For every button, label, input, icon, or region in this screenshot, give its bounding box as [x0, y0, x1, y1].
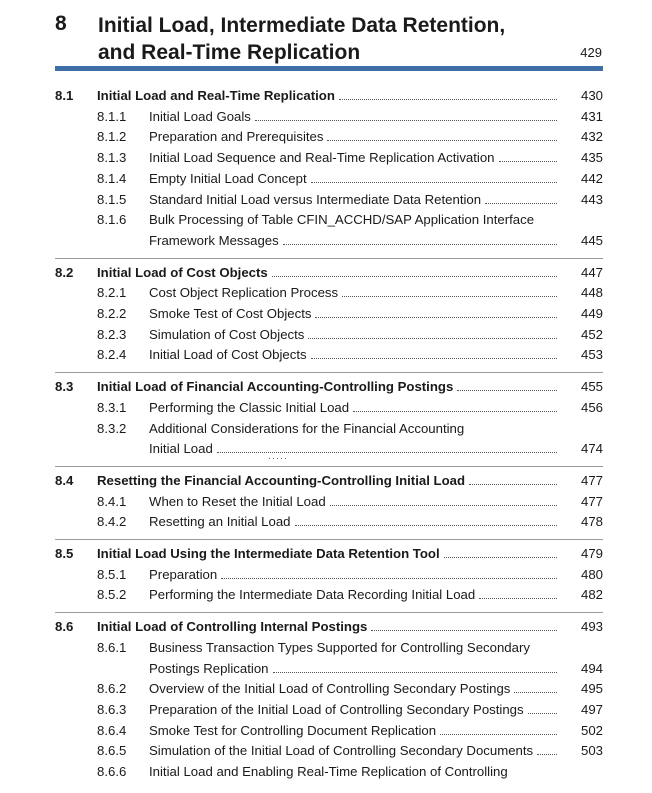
toc-number: 8.1.1	[97, 108, 127, 124]
toc-title: Initial Load and Enabling Real-Time Replication of Controlling	[149, 764, 508, 780]
toc-title-wrap	[97, 617, 563, 638]
toc-entry-row[interactable]	[55, 345, 603, 366]
toc-section	[55, 544, 603, 613]
toc-title-wrap	[97, 263, 563, 284]
toc-title: Smoke Test of Cost Objects	[149, 306, 312, 322]
toc-title: Simulation of the Initial Load of Controlling Secondary Documents	[149, 743, 534, 759]
toc-title-wrap	[149, 398, 563, 419]
toc-title-wrap	[149, 127, 563, 148]
toc-number: 8.6	[55, 619, 74, 635]
toc-number: 8.4	[55, 472, 74, 488]
toc-title-wrap	[149, 231, 563, 252]
toc-number: 8.3.1	[97, 399, 127, 415]
toc-entry-row[interactable]	[55, 700, 603, 721]
toc-page-number: 449	[580, 306, 603, 322]
toc-title: Performing the Intermediate Data Recording Initial Load	[149, 587, 476, 603]
toc-number: 8.6.1	[97, 639, 127, 655]
toc-entry-row[interactable]	[55, 231, 603, 252]
toc-entry-row[interactable]	[55, 169, 603, 190]
toc-number: 8.1	[55, 88, 74, 103]
chapter-page-number: 429	[580, 45, 602, 60]
toc-number: 8.6.3	[97, 701, 127, 717]
toc-page-number: 479	[580, 546, 603, 562]
chapter-title-line1: Initial Load, Intermediate Data Retention,	[98, 14, 506, 37]
toc-entry-row[interactable]	[55, 419, 603, 440]
toc-dot-leader	[499, 161, 557, 162]
toc-title: Additional Considerations for the Financial Accounting	[149, 420, 465, 436]
toc-title-wrap	[97, 86, 563, 107]
toc-dot-leader	[327, 140, 557, 141]
toc-page-number: 431	[580, 108, 603, 124]
toc-number: 8.1.5	[97, 191, 127, 207]
toc-page-number: 445	[580, 232, 603, 248]
toc-dot-leader	[528, 713, 557, 714]
toc-entry-row[interactable]	[55, 127, 603, 148]
toc-title: Preparation and Prerequisites	[149, 129, 324, 145]
toc-title: Empty Initial Load Concept	[149, 170, 307, 186]
toc-page-number: 478	[580, 514, 603, 530]
toc-title-wrap	[97, 377, 563, 398]
toc-dot-leader	[273, 672, 558, 673]
toc-title: Preparation	[149, 566, 218, 582]
toc-title-wrap	[149, 700, 563, 721]
toc-number: 8.5.2	[97, 587, 127, 603]
toc-section-row[interactable]	[55, 86, 603, 107]
toc-page-number: 448	[580, 285, 603, 301]
toc-dot-leader	[311, 182, 557, 183]
toc-dot-leader	[315, 317, 557, 318]
toc-entry-row[interactable]	[55, 512, 603, 533]
toc-page-number: 447	[580, 264, 603, 280]
toc-number: 8.1.6	[97, 212, 127, 228]
toc-entry-row[interactable]	[55, 325, 603, 346]
toc-number: 8.6.6	[97, 764, 127, 780]
toc-title-wrap	[149, 679, 563, 700]
toc-title-wrap	[149, 190, 563, 211]
page-break-marker: ·····	[268, 453, 288, 463]
toc-entry-row[interactable]	[55, 283, 603, 304]
toc-entry-row[interactable]	[55, 190, 603, 211]
toc-title-wrap	[149, 741, 563, 762]
toc-title-wrap	[149, 419, 563, 440]
toc-number: 8.1.3	[97, 150, 127, 166]
toc-title-wrap	[149, 107, 563, 128]
toc-title: Overview of the Initial Load of Controlling Secondary Postings	[149, 681, 511, 697]
toc-page-number: 443	[580, 191, 603, 207]
toc-title: Initial Load of Controlling Internal Postings	[97, 619, 368, 635]
toc-page-number: 474	[580, 441, 603, 457]
toc-section-row[interactable]	[55, 617, 603, 638]
toc-number: 8.2.2	[97, 306, 127, 322]
toc-page-number: 435	[580, 150, 603, 166]
toc-page-number: 497	[580, 701, 603, 717]
toc-page-number: 477	[580, 493, 603, 509]
toc-title: Standard Initial Load versus Intermediate Data Retention	[149, 191, 482, 207]
toc-number: 8.4.2	[97, 514, 127, 530]
toc-title: Initial Load of Financial Accounting-Controlling Postings	[97, 379, 454, 395]
toc-dot-leader	[353, 411, 557, 412]
toc-title: Resetting an Initial Load	[149, 514, 291, 530]
toc-number: 8.2.1	[97, 285, 127, 301]
toc-title: Postings Replication	[149, 660, 269, 676]
toc-number: 8.3	[55, 379, 74, 395]
toc-entry-row[interactable]	[55, 398, 603, 419]
toc-title-wrap	[149, 169, 563, 190]
toc-entry-row[interactable]	[55, 565, 603, 586]
toc-entry-row[interactable]	[55, 148, 603, 169]
toc-page-number: 432	[580, 129, 603, 145]
toc-title-wrap	[149, 512, 563, 533]
toc-title: Initial Load of Cost Objects	[97, 264, 268, 280]
toc-section-row[interactable]	[55, 263, 603, 284]
toc-section	[55, 377, 603, 467]
chapter-title	[98, 12, 505, 66]
toc-page-number: 503	[580, 743, 603, 759]
toc-title: Initial Load Using the Intermediate Data Retention Tool	[97, 546, 440, 562]
toc-title: Bulk Processing of Table CFIN_ACCHD/SAP Application Interface	[149, 212, 535, 228]
toc-number: 8.5.1	[97, 566, 127, 582]
toc-section	[55, 263, 603, 374]
toc-section-row[interactable]	[55, 544, 603, 565]
toc-entry-row[interactable]	[55, 107, 603, 128]
toc-dot-leader	[371, 630, 557, 631]
toc-dot-leader	[311, 358, 557, 359]
toc-title: Business Transaction Types Supported for Controlling Secondary	[149, 639, 530, 655]
toc-title: Cost Object Replication Process	[149, 285, 339, 301]
toc-entry-row[interactable]	[55, 585, 603, 606]
toc-entry-row[interactable]	[55, 762, 603, 783]
toc-page-number: 493	[580, 619, 603, 635]
toc-page-number: 494	[580, 660, 603, 676]
table-of-contents	[55, 86, 603, 793]
toc-dot-leader	[444, 557, 557, 558]
toc-number: 8.4.1	[97, 493, 127, 509]
toc-title: Initial Load and Real-Time Replication	[97, 88, 335, 103]
chapter-title-line2: and Real-Time Replication	[98, 41, 361, 64]
toc-entry-row[interactable]	[55, 439, 603, 460]
toc-number: 8.2.3	[97, 326, 127, 342]
toc-title-wrap	[149, 283, 563, 304]
toc-entry-row[interactable]	[55, 304, 603, 325]
toc-dot-leader	[485, 203, 557, 204]
toc-title-wrap	[97, 544, 563, 565]
toc-page-number: 480	[580, 566, 603, 582]
toc-page-number: 455	[580, 379, 603, 395]
toc-page-number: 502	[580, 722, 603, 738]
toc-entry-row[interactable]	[55, 210, 603, 231]
toc-entry-row[interactable]	[55, 659, 603, 680]
toc-page-number: 477	[580, 472, 603, 488]
toc-title: Resetting the Financial Accounting-Controlling Initial Load	[97, 472, 466, 488]
toc-dot-leader	[339, 99, 557, 100]
toc-number: 8.2.4	[97, 347, 127, 363]
toc-title: Preparation of the Initial Load of Controlling Secondary Postings	[149, 701, 524, 717]
toc-page-number: 442	[580, 170, 603, 186]
toc-title-wrap	[149, 721, 563, 742]
toc-section	[55, 471, 603, 540]
toc-number: 8.1.4	[97, 170, 127, 186]
toc-title-wrap	[149, 659, 563, 680]
toc-title-wrap	[149, 345, 563, 366]
toc-title-wrap	[149, 210, 563, 231]
toc-number: 8.5	[55, 546, 74, 562]
toc-dot-leader	[272, 276, 557, 277]
toc-title-wrap	[149, 638, 563, 659]
toc-entry-row[interactable]	[55, 638, 603, 659]
toc-title: When to Reset the Initial Load	[149, 493, 326, 509]
toc-number: 8.3.2	[97, 420, 127, 436]
toc-number: 8.6.2	[97, 681, 127, 697]
chapter-rule	[55, 66, 603, 71]
toc-page-number: 452	[580, 326, 603, 342]
toc-entry-row[interactable]	[55, 741, 603, 762]
toc-number: 8.6.4	[97, 722, 127, 738]
toc-title: Initial Load of Cost Objects	[149, 347, 307, 363]
toc-dot-leader	[479, 598, 557, 599]
toc-page-number: 482	[580, 587, 603, 603]
toc-section-row[interactable]	[55, 471, 603, 492]
toc-number: 8.1.2	[97, 129, 127, 145]
toc-dot-leader	[440, 734, 557, 735]
toc-title-wrap	[149, 304, 563, 325]
toc-dot-leader	[457, 390, 557, 391]
toc-title: Initial Load	[149, 441, 213, 457]
toc-title: Framework Messages	[149, 232, 279, 248]
toc-page-number: 456	[580, 399, 603, 415]
toc-dot-leader	[308, 338, 557, 339]
toc-dot-leader	[469, 484, 557, 485]
toc-entry-row[interactable]	[55, 492, 603, 513]
toc-number: 8.6.5	[97, 743, 127, 759]
toc-title-wrap	[149, 148, 563, 169]
toc-page-number: 453	[580, 347, 603, 363]
toc-title-wrap	[149, 565, 563, 586]
toc-title: Simulation of Cost Objects	[149, 326, 305, 342]
toc-title-wrap	[149, 492, 563, 513]
toc-dot-leader	[283, 244, 557, 245]
toc-entry-row[interactable]	[55, 679, 603, 700]
toc-number: 8.2	[55, 264, 74, 280]
toc-page-number: 495	[580, 681, 603, 697]
toc-title-wrap	[149, 762, 563, 783]
toc-title-wrap	[149, 325, 563, 346]
toc-dot-leader	[537, 754, 557, 755]
toc-section	[55, 617, 603, 789]
toc-entry-row[interactable]	[55, 721, 603, 742]
toc-dot-leader	[514, 692, 557, 693]
chapter-number: 8	[55, 12, 67, 35]
toc-dot-leader	[221, 578, 557, 579]
toc-title-wrap	[149, 585, 563, 606]
toc-dot-leader	[295, 525, 558, 526]
toc-section	[55, 86, 603, 259]
toc-title: Initial Load Sequence and Real-Time Replication Activation	[149, 150, 495, 166]
toc-dot-leader	[255, 120, 557, 121]
toc-page-number: 430	[580, 88, 603, 103]
toc-title: Performing the Classic Initial Load	[149, 399, 350, 415]
toc-title: Initial Load Goals	[149, 108, 251, 124]
toc-dot-leader	[330, 505, 557, 506]
toc-dot-leader	[342, 296, 557, 297]
toc-title-wrap	[97, 471, 563, 492]
toc-title: Smoke Test for Controlling Document Replication	[149, 722, 437, 738]
toc-section-row[interactable]	[55, 377, 603, 398]
toc-title-wrap	[149, 439, 563, 460]
